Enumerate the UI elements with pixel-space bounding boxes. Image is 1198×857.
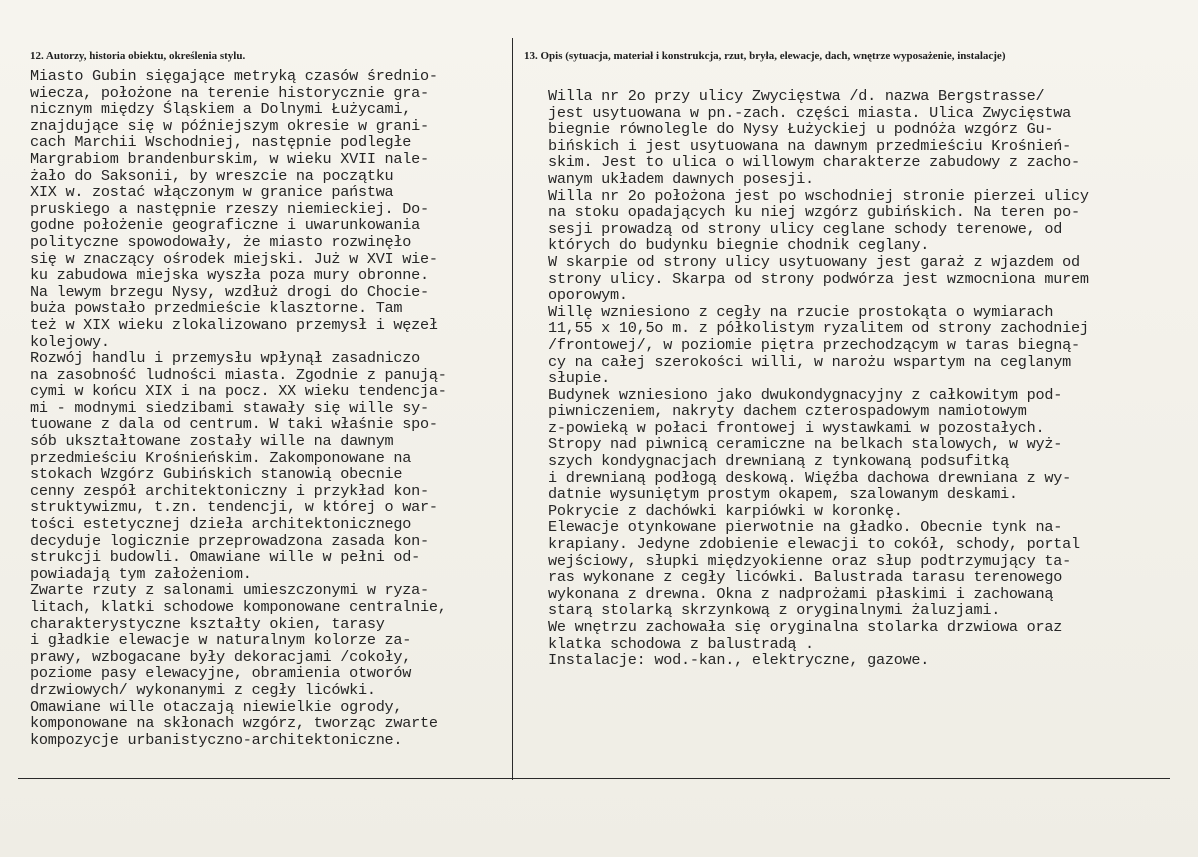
text-line: piwniczeniem, nakryty dachem czterospadowym namiotowym xyxy=(548,402,1027,421)
text-line: się w znaczący ośrodek miejski. Już w XVI wie- xyxy=(30,249,438,268)
text-line: W skarpie od strony ulicy usytuowany jest garaż z wjazdem od xyxy=(548,252,1080,271)
text-line: skim. Jest to ulica o willowym charakterze zabudowy z zacho- xyxy=(548,153,1080,172)
text-line: XIX w. zostać włączonym w granice państwa xyxy=(30,183,394,202)
section-13-header: 13. Opis (sytuacja, materiał i konstrukcja, rzut, bryła, elewacje, dach, wnętrze wyposażenie, instalacje) xyxy=(524,50,1006,62)
text-line: cach Marchii Wschodniej, następnie podległe xyxy=(30,133,412,152)
text-line: kompozycje urbanistyczno-architektoniczne. xyxy=(30,730,403,749)
text-line: polityczne spowodowały, że miasto rozwinęło xyxy=(30,232,412,251)
text-line: Rozwój handlu i przemysłu wpłynął zasadniczo xyxy=(30,349,421,368)
bottom-rule xyxy=(18,778,1170,779)
text-line: We wnętrzu zachowała się oryginalna stolarka drzwiowa oraz xyxy=(548,618,1063,636)
text-line: drzwiowych/ wykonanymi z cegły licówki. xyxy=(30,680,376,699)
text-line: ku zabudowa miejska wyszła poza mury obronne. xyxy=(30,266,429,285)
text-line: Pokrycie z dachówki karpiówki w koronkę. xyxy=(548,501,903,520)
text-line: na stoku opadających ku niej wzgórz gubińskich. Na teren po- xyxy=(548,203,1080,222)
text-line: godne położenie geograficzne i uwarunkowania xyxy=(30,216,421,235)
text-line: Instalacje: wod.-kan., elektryczne, gazowe. xyxy=(548,651,930,670)
text-line: stokach Wzgórz Gubińskich stanowią obecnie xyxy=(30,465,403,484)
text-line: Stropy nad piwnicą ceramiczne na belkach stalowych, w wyż- xyxy=(548,435,1063,454)
text-line: tości estetycznej dzieła architektonicznego xyxy=(30,515,412,534)
text-line: Elewacje otynkowane pierwotnie na gładko. Obecnie tynk na- xyxy=(548,518,1063,537)
text-line: słupie. xyxy=(548,369,611,388)
text-line: decyduje logicznie przeprowadzona zasada kon- xyxy=(30,531,429,550)
text-line: też w XIX wieku zlokalizowano przemysł i węzeł xyxy=(30,315,438,334)
text-line: strony ulicy. Skarpa od strony podwórza jest wzmocniona murem xyxy=(548,269,1089,288)
text-line: powiadają tym założeniom. xyxy=(30,564,252,583)
text-line: sób ukształtowane zostały wille na dawnym xyxy=(30,432,394,451)
text-line: sesji prowadzą od strony ulicy ceglane schody terenowe, od xyxy=(548,219,1063,238)
history-text-column xyxy=(30,68,510,748)
text-line: litach, klatki schodowe komponowane centralnie, xyxy=(30,598,447,616)
text-line: strukcji budowli. Omawiane wille w pełni od- xyxy=(30,548,421,567)
text-line: 11,55 x 10,5o m. z półkolistym ryzalitem od strony zachodniej xyxy=(548,319,1089,338)
text-line: i gładkie elewacje w naturalnym kolorze za- xyxy=(30,631,412,650)
text-line: ras wykonane z cegły licówki. Balustrada tarasu terenowego xyxy=(548,568,1063,587)
text-line: wiecza, położone na terenie historycznie gra- xyxy=(30,83,429,102)
text-line: starą stolarką skrzynkową z oryginalnymi żaluzjami. xyxy=(548,601,1001,620)
text-line: /frontowej/, w poziomie piętra przechodzącym w taras biegną- xyxy=(548,335,1080,354)
text-line: cy na całej szerokości willi, w narożu wspartym na ceglanym xyxy=(548,352,1071,371)
text-line: Willa nr 2o przy ulicy Zwycięstwa /d. nazwa Bergstrasse/ xyxy=(548,87,1045,105)
text-line: struktywizmu, t.zn. tendencji, w której o war- xyxy=(30,498,438,517)
text-line: buża powstało przedmieście klasztorne. Tam xyxy=(30,299,403,318)
text-line: znajdujące się w późniejszym okresie w grani- xyxy=(30,116,429,135)
text-line: biegnie równolegle do Nysy Łużyckiej u podnóża wzgórz Gu- xyxy=(548,120,1054,139)
text-line: przedmieściu Krośnieńskim. Zakomponowane na xyxy=(30,448,412,467)
text-line: datnie wysuniętym prostym okapem, szalowanym deskami. xyxy=(548,485,1018,504)
text-line: żało do Saksonii, by wreszcie na początku xyxy=(30,166,394,185)
text-line: wykonana z drewna. Okna z nadprożami płaskimi i zachowaną xyxy=(548,584,1054,603)
text-line: oporowym. xyxy=(548,286,628,305)
text-line: Omawiane wille otaczają niewielkie ogrody, xyxy=(30,697,403,716)
text-line: jest usytuowana w pn.-zach. części miasta. Ulica Zwycięstwa xyxy=(548,103,1071,122)
text-line: cenny zespół architektoniczny i przykład kon- xyxy=(30,481,429,500)
text-line: klatka schodowa z balustradą . xyxy=(548,634,814,653)
text-line: tuowane z dala od centrum. W taki właśnie spo- xyxy=(30,415,438,434)
text-line: i drewnianą podłogą deskową. Więźba dachowa drewniana z wy- xyxy=(548,468,1071,487)
text-line: komponowane na skłonach wzgórz, tworząc zwarte xyxy=(30,714,438,733)
text-line: Willa nr 2o położona jest po wschodniej stronie pierzei ulicy xyxy=(548,186,1089,205)
text-line: Budynek wzniesiono jako dwukondygnacyjny z całkowitym pod- xyxy=(548,385,1063,404)
text-line: z-powieką w połaci frontowej i wystawkami w pozostałych. xyxy=(548,418,1045,437)
text-line: wanym układem dawnych posesji. xyxy=(548,169,814,188)
text-line: na zasobność ludności miasta. Zgodnie z panują- xyxy=(30,365,447,384)
text-line: szych kondygnacjach drewnianą z tynkowaną podsufitką xyxy=(548,452,1009,471)
text-line: których do budynku biegnie chodnik ceglany. xyxy=(548,236,930,255)
text-line: Willę wzniesiono z cegły na rzucie prostokąta o wymiarach xyxy=(548,302,1054,321)
text-line: kolejowy. xyxy=(30,332,110,351)
description-text-column xyxy=(548,88,1173,669)
text-line: charakterystyczne kształty okien, tarasy xyxy=(30,614,385,633)
text-line: mi - modnymi siedzibami stawały się wille sy- xyxy=(30,398,429,417)
text-line: nicznym między Śląskiem a Dolnymi Łużycami, xyxy=(30,100,412,119)
text-line: Na lewym brzegu Nysy, wzdłuż drogi do Chocie- xyxy=(30,282,429,301)
text-line: bińskich i jest usytuowana na dawnym przedmieściu Krośnień- xyxy=(548,136,1071,155)
section-12-header: 12. Autorzy, historia obiektu, określenia stylu. xyxy=(30,50,246,62)
text-line: pruskiego a następnie rzeszy niemieckiej. Do- xyxy=(30,199,429,218)
text-line: wejściowy, słupki międzyokienne oraz słup podtrzymujący ta- xyxy=(548,551,1071,570)
text-line: Margrabiom brandenburskim, w wieku XVII nale- xyxy=(30,149,429,168)
text-line: krapiany. Jedyne zdobienie elewacji to cokół, schody, portal xyxy=(548,535,1080,554)
column-divider xyxy=(512,38,513,780)
text-line: Zwarte rzuty z salonami umieszczonymi w ryza- xyxy=(30,581,429,600)
text-line: prawy, wzbogacane były dekoracjami /cokoły, xyxy=(30,647,412,666)
text-line: poziome pasy elewacyjne, obramienia otworów xyxy=(30,664,412,683)
text-line: Miasto Gubin sięgające metryką czasów średnio- xyxy=(30,67,438,85)
text-line: cymi w końcu XIX i na pocz. XX wieku tendencja- xyxy=(30,382,447,401)
